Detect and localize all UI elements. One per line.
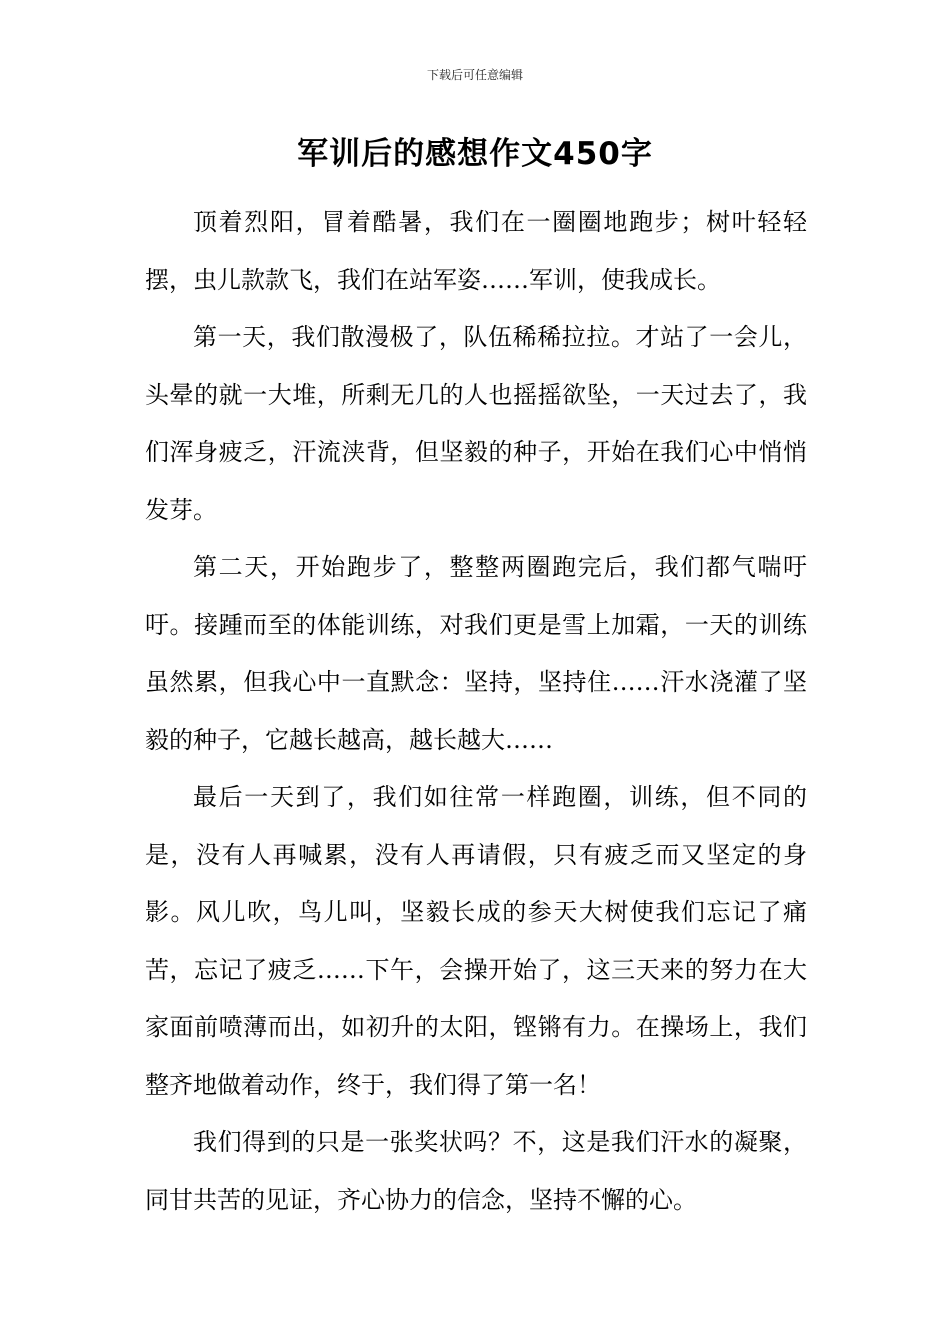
paragraph-4: 最后一天到了，我们如往常一样跑圈，训练，但不同的是，没有人再喊累，没有人再请假，只有疲乏而又坚定的身影。风儿吹，鸟儿叫，坚毅长成的参天大树使我们忘记了痛苦，忘记了疲乏……下午，会操开始了，这三天来的努力在大家面前喷薄而出，如初升的太阳，铿锵有力。在操场上，我们整齐地做着动作，终于，我们得了第一名！ [145,783,807,1099]
header-note: 下载后可任意编辑 [426,68,523,82]
paragraph-1: 顶着烈阳，冒着酷暑，我们在一圈圈地跑步；树叶轻轻摆，虫儿款款飞，我们在站军姿……军训，使我成长。 [145,208,807,294]
paragraph-2: 第一天，我们散漫极了，队伍稀稀拉拉。才站了一会儿，头晕的就一大堆，所剩无几的人也摇摇欲坠，一天过去了，我们浑身疲乏，汗流浃背，但坚毅的种子，开始在我们心中悄悄发芽。 [145,323,807,524]
paragraph-3: 第二天，开始跑步了，整整两圈跑完后，我们都气喘吁吁。接踵而至的体能训练，对我们更是雪上加霜，一天的训练虽然累，但我心中一直默念：坚持，坚持住……汗水浇灌了坚毅的种子，它越长越高，越长越大…… [145,553,807,754]
document-title: 军训后的感想作文450字 [297,136,653,172]
document-body [145,194,807,1229]
paragraph-5: 我们得到的只是一张奖状吗？不，这是我们汗水的凝聚，同甘共苦的见证，齐心协力的信念，坚持不懈的心。 [145,1128,807,1214]
